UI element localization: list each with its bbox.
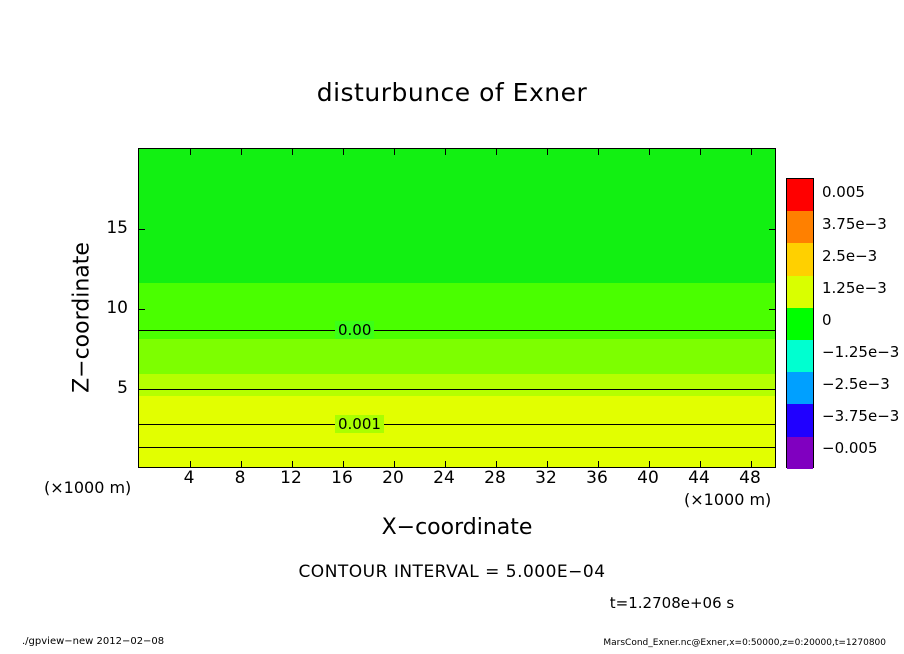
x-tick-top [343, 149, 344, 155]
x-tick-label: 24 [433, 468, 455, 488]
x-tick-label: 8 [234, 468, 246, 488]
y-tick-label: 15 [106, 218, 128, 238]
x-tick [292, 461, 293, 467]
x-tick-top [496, 149, 497, 155]
x-tick-top [241, 149, 242, 155]
fill-band [139, 149, 775, 283]
x-tick [241, 461, 242, 467]
page-title: disturbunce of Exner [316, 78, 588, 107]
x-tick [190, 461, 191, 467]
x-tick-label: 44 [688, 468, 710, 488]
colorbar [786, 178, 814, 468]
colorbar-label: −3.75e−3 [822, 407, 900, 425]
contour-label-0: 0.00 [335, 321, 374, 339]
contour-line-0 [139, 330, 775, 331]
x-tick [547, 461, 548, 467]
x-tick-top [547, 149, 548, 155]
footer-right-note: MarsCond_Exner.nc@Exner,x=0:50000,z=0:20000,t=1270800 [603, 638, 886, 648]
colorbar-label: −0.005 [822, 439, 878, 457]
colorbar-label: 0.005 [822, 183, 865, 201]
x-tick-label: 4 [183, 468, 195, 488]
x-tick [394, 461, 395, 467]
contour-interval-note: CONTOUR INTERVAL = 5.000E−04 [298, 562, 606, 582]
x-tick [343, 461, 344, 467]
plot-area [138, 148, 776, 468]
colorbar-label: −2.5e−3 [822, 375, 890, 393]
x-tick-label: 28 [484, 468, 506, 488]
y-tick-right [769, 309, 775, 310]
x-tick [751, 461, 752, 467]
x-tick-top [190, 149, 191, 155]
x-tick-label: 16 [331, 468, 353, 488]
y-axis-unit: (×1000 m) [44, 478, 132, 497]
x-tick-top [598, 149, 599, 155]
colorbar-segment [787, 372, 813, 404]
x-tick-top [445, 149, 446, 155]
x-tick-label: 20 [382, 468, 404, 488]
x-tick [700, 461, 701, 467]
x-tick [649, 461, 650, 467]
contour-line-0.001 [139, 424, 775, 425]
time-stamp: t=1.2708e+06 s [609, 594, 735, 612]
colorbar-label: 3.75e−3 [822, 215, 887, 233]
footer-left-note: ./gpview−new 2012−02−08 [22, 636, 165, 647]
x-tick-label: 40 [637, 468, 659, 488]
x-tick-label: 48 [739, 468, 761, 488]
y-axis-title: Z−coordinate [69, 242, 95, 393]
x-tick [496, 461, 497, 467]
contour-fill [139, 149, 775, 467]
x-tick [445, 461, 446, 467]
x-tick-top [394, 149, 395, 155]
y-tick [139, 229, 145, 230]
colorbar-segment [787, 211, 813, 243]
x-tick-label: 12 [280, 468, 302, 488]
colorbar-segment [787, 437, 813, 469]
colorbar-label: 0 [822, 311, 832, 329]
x-tick-top [751, 149, 752, 155]
x-tick-label: 36 [586, 468, 608, 488]
contour-line-0.0015 [139, 447, 775, 448]
x-axis-title: X−coordinate [381, 515, 533, 540]
contour-line-0.0005 [139, 389, 775, 390]
x-tick [598, 461, 599, 467]
y-tick-right [769, 229, 775, 230]
colorbar-segment [787, 243, 813, 275]
colorbar-segment [787, 276, 813, 308]
colorbar-segment [787, 179, 813, 211]
y-tick [139, 389, 145, 390]
x-tick-top [700, 149, 701, 155]
fill-band [139, 374, 775, 396]
x-tick-top [292, 149, 293, 155]
colorbar-segment [787, 340, 813, 372]
y-tick-label: 10 [106, 298, 128, 318]
y-tick-label: 5 [117, 378, 128, 398]
colorbar-label: 1.25e−3 [822, 279, 887, 297]
x-tick-label: 32 [535, 468, 557, 488]
y-tick [139, 309, 145, 310]
colorbar-segment [787, 308, 813, 340]
colorbar-label: 2.5e−3 [822, 247, 878, 265]
x-axis-unit: (×1000 m) [684, 490, 772, 509]
fill-band [139, 339, 775, 374]
fill-band [139, 396, 775, 468]
y-tick-right [769, 389, 775, 390]
contour-label-0.001: 0.001 [335, 415, 384, 433]
colorbar-label: −1.25e−3 [822, 343, 900, 361]
colorbar-segment [787, 404, 813, 436]
x-tick-top [649, 149, 650, 155]
